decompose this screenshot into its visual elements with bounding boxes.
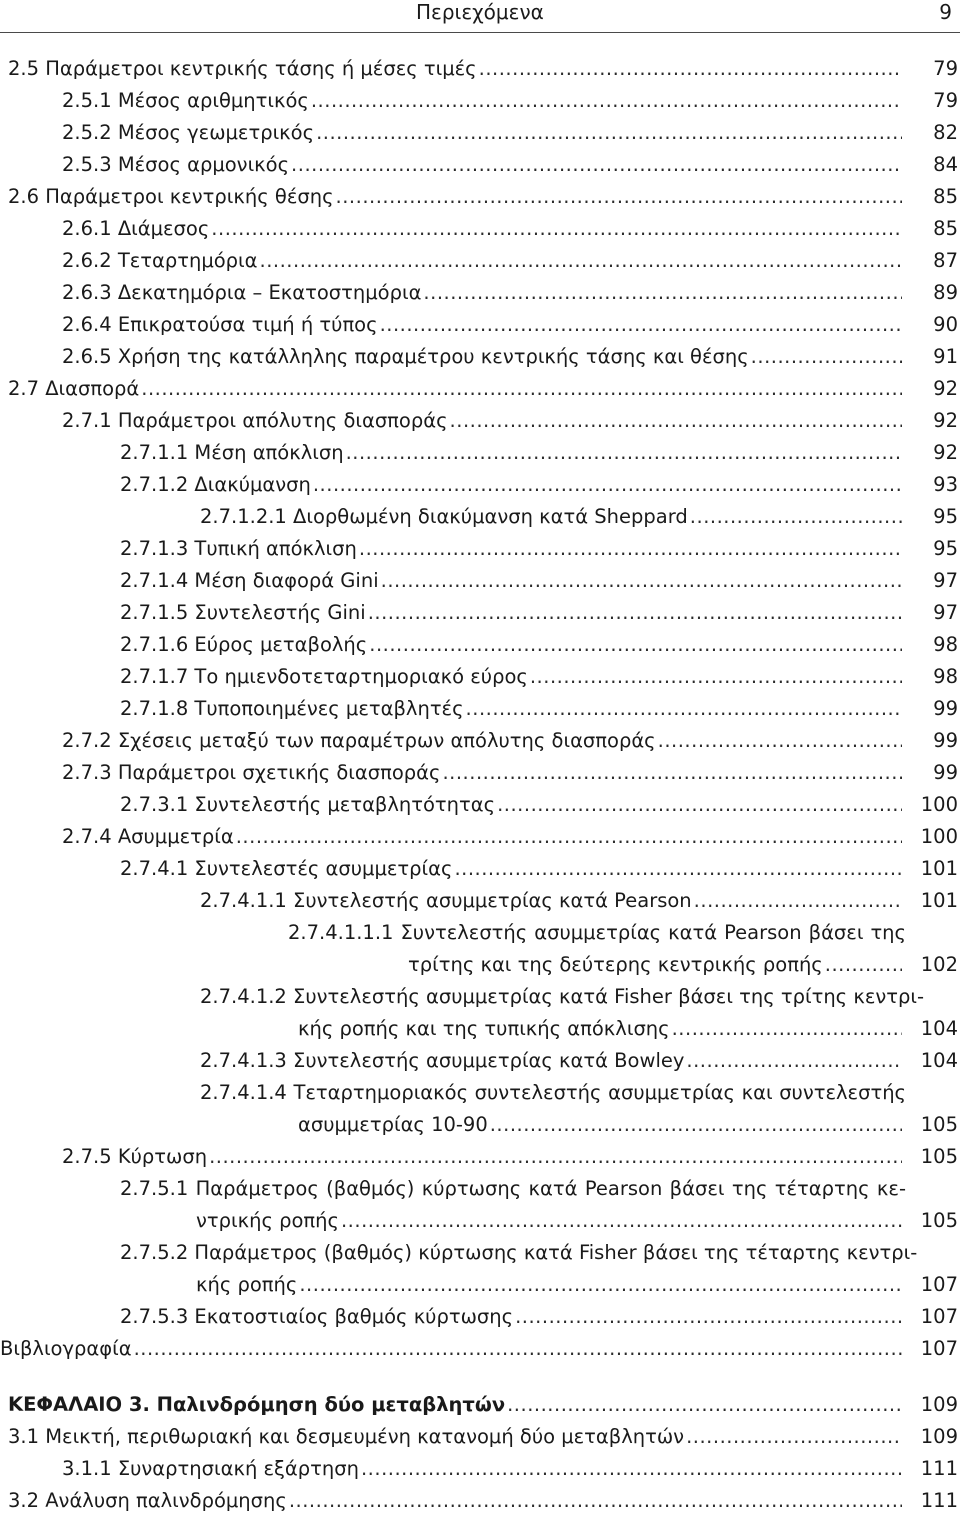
toc-entry-page: 105 (920, 1145, 958, 1168)
toc-entry-page: 92 (933, 377, 958, 400)
dot-leader (236, 822, 902, 852)
dot-leader (359, 534, 902, 564)
toc-entry (200, 982, 925, 1012)
dot-leader (361, 1454, 902, 1484)
toc-entry (120, 630, 958, 660)
toc-entry-page: 85 (933, 185, 958, 208)
toc-entry (120, 438, 958, 468)
dot-leader (423, 278, 902, 308)
toc-entry-title: 2.6.5 Χρήση της κατάλληλης παραμέτρου κεντρικής τάσης και θέσης (62, 345, 749, 368)
toc-entry (120, 598, 958, 628)
dot-leader (313, 470, 902, 500)
toc-entry (62, 1142, 958, 1172)
toc-entry-title: 2.7.5.3 Εκατοστιαίος βαθμός κύρτωσης (120, 1305, 514, 1328)
toc-entry-title: 2.7.4 Ασυμμετρία (62, 825, 234, 848)
toc-entry-title: 2.7.4.1.1.1 Συντελεστής ασυμμετρίας κατά Pearson βάσει της (288, 921, 906, 944)
toc-entry (196, 1206, 958, 1236)
toc-entry (62, 246, 958, 276)
toc-entry (0, 1334, 958, 1364)
toc-entry-title: 2.7.1.3 Τυπική απόκλιση (120, 537, 357, 560)
toc-entry (288, 918, 906, 948)
dot-leader (497, 790, 902, 820)
toc-entry-title: 2.7 Διασπορά (8, 377, 140, 400)
toc-entry (62, 1454, 958, 1484)
toc-entry-page: 99 (933, 697, 958, 720)
toc-entry-title: 3.1 Μεικτή, περιθωριακή και δεσμευμένη κατανομή δύο μεταβλητών (8, 1425, 685, 1448)
dot-leader (211, 214, 902, 244)
toc-entry-page: 104 (920, 1049, 958, 1072)
dot-leader (346, 438, 902, 468)
toc-entry-title: 2.6.1 Διάμεσος (62, 217, 210, 240)
dot-leader (686, 1422, 902, 1452)
toc-entry-title: 2.6.4 Επικρατούσα τιμή ή τύπος (62, 313, 378, 336)
toc-entry (120, 854, 958, 884)
dot-leader (442, 758, 902, 788)
toc-entry-title: 2.7.4.1.3 Συντελεστής ασυμμετρίας κατά Bowley (200, 1049, 685, 1072)
toc-entry (62, 342, 958, 372)
toc-entry (120, 694, 958, 724)
toc-entry-title: ντρικής ροπής (196, 1209, 339, 1232)
toc-entry-page: 95 (933, 537, 958, 560)
toc-entry (62, 822, 958, 852)
toc-entry (200, 886, 958, 916)
toc-entry-page: 105 (920, 1209, 958, 1232)
toc-entry (8, 1486, 958, 1516)
toc-entry-page: 89 (933, 281, 958, 304)
toc-entry (408, 950, 958, 980)
toc-entry-title: 2.6 Παράμετροι κεντρικής θέσης (8, 185, 334, 208)
toc-entry-page: 101 (920, 857, 958, 880)
dot-leader (141, 374, 902, 404)
toc-entry-page: 101 (920, 889, 958, 912)
toc-entry-page: 85 (933, 217, 958, 240)
toc-entry (120, 790, 958, 820)
dot-leader (368, 598, 902, 628)
toc-entry-page: 102 (920, 953, 958, 976)
dot-leader (341, 1206, 902, 1236)
toc-entry-page: 98 (933, 633, 958, 656)
toc-entry-page: 99 (933, 729, 958, 752)
toc-entry (62, 310, 958, 340)
toc-entry (120, 1238, 918, 1268)
toc-entry-page: 91 (933, 345, 958, 368)
toc-entry-page: 109 (920, 1425, 958, 1448)
toc-entry (62, 406, 958, 436)
toc-entry-title: 2.7.2 Σχέσεις μεταξύ των παραμέτρων απόλυτης διασποράς (62, 729, 656, 752)
toc-entry-page: 105 (920, 1113, 958, 1136)
toc-entry-title: κής ροπής (196, 1273, 298, 1296)
toc-entry-page: 100 (920, 793, 958, 816)
toc-entry-title: 2.7.5.1 Παράμετρος (βαθμός) κύρτωσης κατά Pearson βάσει της τέταρτης κε- (120, 1177, 906, 1200)
running-title: Περιεχόμενα (416, 0, 544, 24)
toc-entry-title: 2.7.1.1 Μέση απόκλιση (120, 441, 344, 464)
toc-entry (120, 1174, 906, 1204)
toc-entry-page: 90 (933, 313, 958, 336)
dot-leader (507, 1390, 902, 1420)
toc-entry-page: 82 (933, 121, 958, 144)
toc-entry (8, 1422, 958, 1452)
toc-entry-title: 2.6.2 Τεταρτημόρια (62, 249, 258, 272)
toc-entry-title: 3.1.1 Συναρτησιακή εξάρτηση (62, 1457, 359, 1480)
toc-entry-title: ασυμμετρίας 10-90 (298, 1113, 488, 1136)
toc-entry-title: 2.7.4.1.4 Τεταρτημοριακός συντελεστής ασυμμετρίας και συντελεστής (200, 1081, 906, 1104)
toc-entry-title: 2.7.1.8 Τυποποιημένες μεταβλητές (120, 697, 464, 720)
toc-entry (200, 1046, 958, 1076)
dot-leader (658, 726, 902, 756)
toc-entry-title: κής ροπής και της τυπικής απόκλισης (298, 1017, 670, 1040)
toc-entry-title: 2.7.5.2 Παράμετρος (βαθμός) κύρτωσης κατά Fisher βάσει της τέταρτης κεντρι- (120, 1241, 918, 1264)
toc-entry (298, 1014, 958, 1044)
page-header (0, 0, 960, 24)
toc-entry-page: 111 (920, 1489, 958, 1512)
toc-entry-title: 2.7.1.2 Διακύμανση (120, 473, 311, 496)
toc-entry-page: 92 (933, 409, 958, 432)
dot-leader (479, 54, 902, 84)
dot-leader (690, 502, 902, 532)
dot-leader (825, 950, 902, 980)
toc-entry-title: 2.5.2 Μέσος γεωμετρικός (62, 121, 315, 144)
dot-leader (686, 1046, 902, 1076)
toc-entry-title: 2.7.4.1.1 Συντελεστής ασυμμετρίας κατά Pearson (200, 889, 692, 912)
toc-entry-page: 93 (933, 473, 958, 496)
dot-leader (369, 630, 902, 660)
toc-entry (196, 1270, 958, 1300)
toc-entry-page: 107 (920, 1337, 958, 1360)
toc-entry-title: 2.7.5 Κύρτωση (62, 1145, 208, 1168)
toc-entry (120, 534, 958, 564)
dot-leader (311, 86, 902, 116)
dot-leader (209, 1142, 902, 1172)
toc-entry-title: 2.7.1.5 Συντελεστής Gini (120, 601, 366, 624)
toc-entry-page: 95 (933, 505, 958, 528)
toc-entry-title: 3.2 Ανάλυση παλινδρόμησης (8, 1489, 287, 1512)
dot-leader (380, 310, 902, 340)
toc-entry-page: 99 (933, 761, 958, 784)
dot-leader (260, 246, 902, 276)
toc-entry-page: 109 (920, 1393, 958, 1416)
toc-entry-title: ΚΕΦΑΛΑΙΟ 3. Παλινδρόμηση δύο μεταβλητών (8, 1393, 506, 1416)
toc-entry (298, 1110, 958, 1140)
toc-entry-page: 79 (933, 57, 958, 80)
toc-entry-title: Βιβλιογραφία (0, 1337, 132, 1360)
toc-entry (62, 118, 958, 148)
toc-entry (62, 86, 958, 116)
toc-entry-page: 104 (920, 1017, 958, 1040)
toc-entry-page: 87 (933, 249, 958, 272)
toc-entry-title: 2.7.1.2.1 Διορθωμένη διακύμανση κατά Sheppard (200, 505, 688, 528)
toc-entry (200, 502, 958, 532)
toc-entry-page: 98 (933, 665, 958, 688)
toc-entry-title: 2.5.3 Μέσος αρμονικός (62, 153, 290, 176)
toc-entry-page: 107 (920, 1273, 958, 1296)
toc-entry-page: 97 (933, 601, 958, 624)
dot-leader (672, 1014, 902, 1044)
header-rule (0, 32, 960, 33)
toc-entry-page: 107 (920, 1305, 958, 1328)
toc-entry (120, 1302, 958, 1332)
toc-entry-page: 97 (933, 569, 958, 592)
dot-leader (751, 342, 902, 372)
dot-leader (291, 150, 902, 180)
toc-entry (120, 662, 958, 692)
dot-leader (530, 662, 902, 692)
toc-entry-page: 111 (920, 1457, 958, 1480)
toc-entry (62, 214, 958, 244)
dot-leader (490, 1110, 902, 1140)
dot-leader (694, 886, 902, 916)
toc-entry (120, 470, 958, 500)
toc-entry-title: 2.7.4.1.2 Συντελεστής ασυμμετρίας κατά Fisher βάσει της τρίτης κεντρι- (200, 985, 925, 1008)
toc-entry-title: 2.5.1 Μέσος αριθμητικός (62, 89, 309, 112)
toc-entry (8, 374, 958, 404)
toc-entry-title: 2.7.1.6 Εύρος μεταβολής (120, 633, 368, 656)
toc-entry (8, 182, 958, 212)
toc-entry-page: 92 (933, 441, 958, 464)
dot-leader (381, 566, 902, 596)
toc-entry-title: 2.7.3 Παράμετροι σχετικής διασποράς (62, 761, 441, 784)
toc-entry-page: 84 (933, 153, 958, 176)
toc-entry-page: 79 (933, 89, 958, 112)
toc-entry-title: 2.7.1.7 Το ημιενδοτεταρτημοριακό εύρος (120, 665, 528, 688)
toc-entry-title: 2.7.4.1 Συντελεστές ασυμμετρίας (120, 857, 453, 880)
dot-leader (316, 118, 902, 148)
dot-leader (289, 1486, 902, 1516)
toc-entry-title: 2.6.3 Δεκατημόρια – Εκατοστημόρια (62, 281, 422, 304)
dot-leader (134, 1334, 902, 1364)
toc-entry-title: 2.5 Παράμετροι κεντρικής τάσης ή μέσες τιμές (8, 57, 477, 80)
dot-leader (454, 854, 902, 884)
dot-leader (336, 182, 902, 212)
dot-leader (450, 406, 902, 436)
toc-entry (62, 758, 958, 788)
toc-entry (200, 1078, 906, 1108)
dot-leader (515, 1302, 902, 1332)
toc-entry-title: τρίτης και της δεύτερης κεντρικής ροπής (408, 953, 823, 976)
toc-entry-title: 2.7.1.4 Μέση διαφορά Gini (120, 569, 379, 592)
toc-entry (62, 278, 958, 308)
toc-entry (8, 1390, 958, 1420)
toc-entry (8, 54, 958, 84)
toc-entry (62, 726, 958, 756)
toc-entry (62, 150, 958, 180)
toc-entry-title: 2.7.1 Παράμετροι απόλυτης διασποράς (62, 409, 448, 432)
toc-entry (120, 566, 958, 596)
page-number: 9 (939, 0, 952, 24)
toc-entry-title: 2.7.3.1 Συντελεστής μεταβλητότητας (120, 793, 496, 816)
dot-leader (299, 1270, 902, 1300)
toc-entry-page: 100 (920, 825, 958, 848)
dot-leader (466, 694, 902, 724)
